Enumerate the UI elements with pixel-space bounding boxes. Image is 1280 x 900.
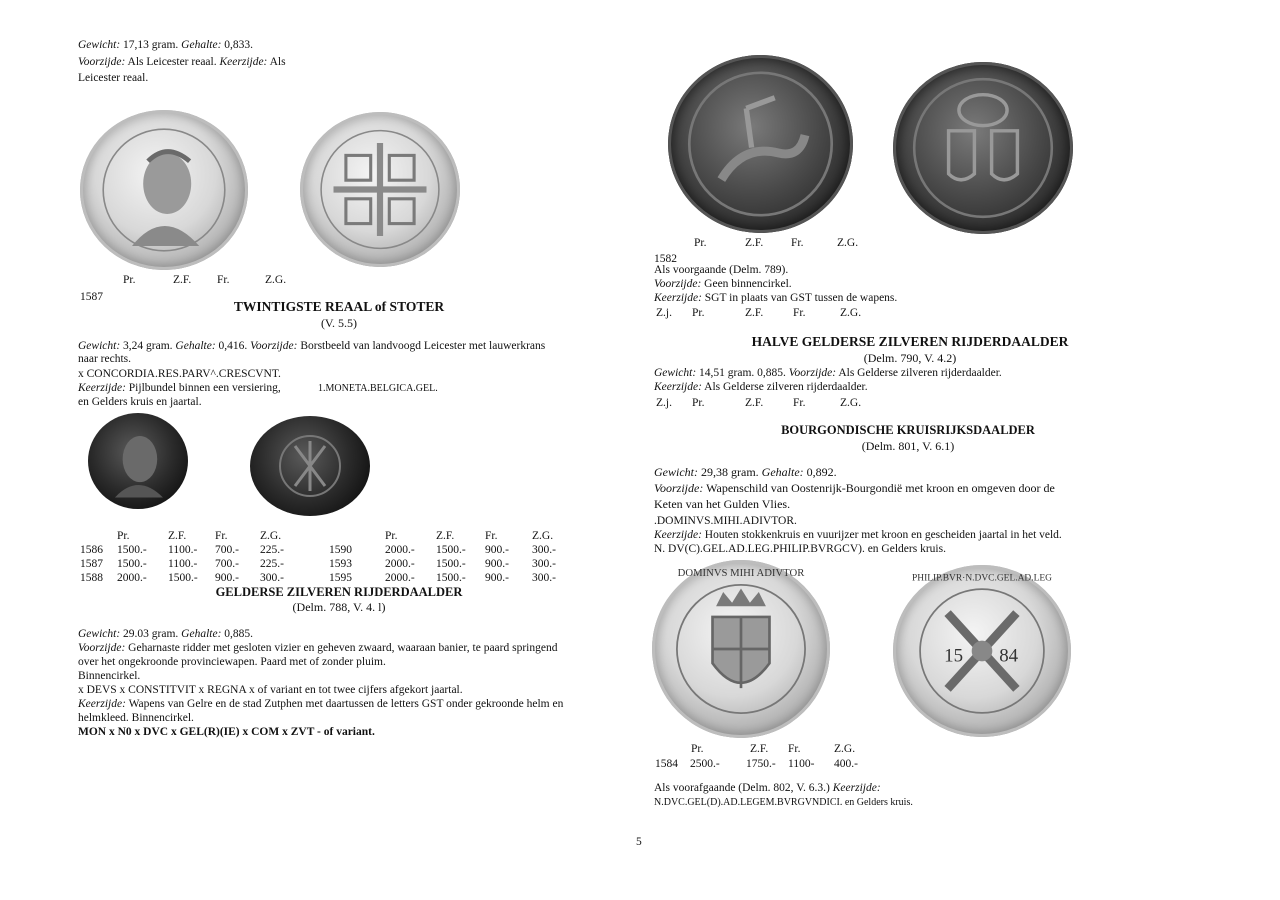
- section-ref-stoter: (V. 5.5): [320, 316, 358, 330]
- crowned-shield-icon: [652, 560, 830, 738]
- section-ref-rijderdaalder: (Delm. 788, V. 4. l): [292, 600, 386, 614]
- rijder-obverse-image: [668, 55, 853, 233]
- arrow-bundle-icon: [250, 416, 370, 516]
- price-table-cell: 1590: [329, 544, 352, 556]
- bourg-line-5: Keerzijde: Houten stokkenkruis en vuurijzer met kroon en gescheiden jaartal in het veld.: [654, 529, 1062, 541]
- price-table-cell: 1100.-: [168, 558, 198, 570]
- coin-legend-reverse: PHILIP.BVR·N.DVC.GEL.AD.LEG: [912, 573, 1052, 584]
- coin-legend-obverse: DOMINVS MIHI ADIVTOR: [677, 567, 805, 580]
- price-table-cell: 1587: [80, 558, 103, 570]
- bourg-line-3: Keten van het Gulden Vlies.: [654, 497, 791, 511]
- rijder-line-7: helmkleed. Binnencirkel.: [78, 712, 194, 724]
- price-table-cell: 900.-: [485, 558, 509, 570]
- right-line-2: Voorzijde: Geen binnencirkel.: [654, 278, 792, 290]
- section-title-bourgondische: BOURGONDISCHE KRUISRIJKSDAALDER: [781, 423, 1035, 437]
- knight-on-horse-icon: [668, 55, 853, 233]
- right-line-1: Als voorgaande (Delm. 789).: [654, 264, 789, 276]
- stoter-legend: x CONCORDIA.RES.PARV^.CRESCVNT.: [78, 368, 281, 380]
- rijder-line-5: x DEVS x CONSTITVIT x REGNA x of variant en tot twee cijfers afgekort jaartal.: [78, 684, 463, 696]
- price-table-cell: 1500.-: [436, 572, 466, 584]
- price-table-cell: 2000.-: [385, 558, 415, 570]
- price-table-cell: 1586: [80, 544, 103, 556]
- stoter-obverse-image: [88, 413, 188, 509]
- coat-of-arms-icon: [893, 62, 1073, 234]
- section-ref-bourgondische: (Delm. 801, V. 6.1): [861, 439, 955, 453]
- right-line-3: Keerzijde: SGT in plaats van GST tussen de wapens.: [654, 292, 898, 304]
- price-table-cell: 225.-: [260, 558, 284, 570]
- price-table-cell: 1595: [329, 572, 352, 584]
- bourg-line-2: Voorzijde: Wapenschild van Oostenrijk-Bourgondië met kroon en omgeven door de: [654, 481, 1055, 495]
- bourg-line-6: N. DV(C).GEL.AD.LEG.PHILIP.BVRGCV). en Gelders kruis.: [654, 543, 946, 555]
- price-table-cell: 300.-: [260, 572, 284, 584]
- price-table-cell: 2000.-: [117, 572, 147, 584]
- coin-date-left: 15: [944, 645, 964, 667]
- coin-reverse-image: [300, 112, 460, 267]
- price-table-cell: 225.-: [260, 544, 284, 556]
- price-table-cell: 300.-: [532, 558, 556, 570]
- shield-cross-icon: [300, 112, 460, 267]
- price-table-cell: 300.-: [532, 544, 556, 556]
- rijder-line-1: Gewicht: 29.03 gram. Gehalte: 0,885.: [78, 628, 254, 640]
- price-table-cell: 900.-: [485, 544, 509, 556]
- burgundy-cross-icon: [893, 565, 1071, 737]
- price-table-cell: 300.-: [532, 572, 556, 584]
- rijder-legend-bold: MON x N0 x DVC x GEL(R)(IE) x COM x ZVT - of variant.: [78, 726, 375, 738]
- price-table-cell: 700.-: [215, 544, 239, 556]
- section-title-rijderdaalder: GELDERSE ZILVEREN RIJDERDAALDER: [215, 585, 463, 599]
- price-table-cell: 1593: [329, 558, 352, 570]
- rijder-line-3: over het ongekroonde provinciewapen. Paard met of zonder pluim.: [78, 656, 386, 668]
- stoter-line-4: Keerzijde: Pijlbundel binnen een versiering,: [78, 382, 281, 394]
- price-table-cell: 900.-: [215, 572, 239, 584]
- stoter-line-1: Gewicht: 3,24 gram. Gehalte: 0,416. Voorzijde: Borstbeeld van landvoogd Leicester met lauwerkrans: [78, 340, 546, 352]
- intro-line-3: Leicester reaal.: [78, 72, 149, 84]
- section-ref-halve: (Delm. 790, V. 4.2): [863, 351, 957, 365]
- stoter-reverse-image: [250, 416, 370, 516]
- price-table-cell: 2000.-: [385, 544, 415, 556]
- price-table-cell: 1500.-: [168, 572, 198, 584]
- stoter-reverse-legend: 1.MONETA.BELGICA.GEL.: [318, 383, 438, 394]
- year-label-r: 1582: [654, 253, 677, 265]
- bourg-last-line-2: N.DVC.GEL(D).AD.LEGEM.BVRGVNDICI. en Gelders kruis.: [654, 797, 913, 808]
- coin-obverse-image: [80, 110, 248, 270]
- intro-line-2: Voorzijde: Als Leicester reaal. Keerzijde: Als: [78, 56, 286, 68]
- halve-line-1: Gewicht: 14,51 gram. 0,885. Voorzijde: Als Gelderse zilveren rijderdaalder.: [654, 367, 1002, 379]
- section-title-halve: HALVE GELDERSE ZILVEREN RIJDERDAALDER: [751, 334, 1069, 349]
- price-table-cell: 900.-: [485, 572, 509, 584]
- bourg-line-1: Gewicht: 29,38 gram. Gehalte: 0,892.: [654, 465, 837, 479]
- price-table-cell: 700.-: [215, 558, 239, 570]
- portrait-icon: [80, 110, 248, 270]
- price-table-cell: 1500.-: [117, 558, 147, 570]
- bourg-reverse-image: [893, 565, 1071, 737]
- rijder-line-6: Keerzijde: Wapens van Gelre en de stad Zutphen met daartussen de letters GST onder gekroonde helm en: [78, 698, 564, 710]
- price-table-cell: 1500.-: [117, 544, 147, 556]
- price-table-cell: 1500.-: [436, 558, 466, 570]
- year-label: 1587: [80, 291, 103, 303]
- intro-line-1: Gewicht: 17,13 gram. Gehalte: 0,833.: [78, 39, 254, 51]
- bourg-obverse-image: [652, 560, 830, 738]
- bourg-line-4: .DOMINVS.MIHI.ADIVTOR.: [654, 515, 797, 527]
- price-table-cell: 1100.-: [168, 544, 198, 556]
- coin-date-right: 84: [999, 645, 1019, 667]
- price-table-cell: 2000.-: [385, 572, 415, 584]
- bourg-last-line-1: Als voorafgaande (Delm. 802, V. 6.3.) Keerzijde:: [654, 782, 881, 794]
- rijder-line-2: Voorzijde: Geharnaste ridder met gesloten vizier en geheven zwaard, waaraan banier, te paard springend: [78, 642, 558, 654]
- stoter-line-5: en Gelders kruis en jaartal.: [78, 396, 202, 408]
- page-number: 5: [636, 836, 642, 848]
- halve-line-2: Keerzijde: Als Gelderse zilveren rijderdaalder.: [654, 381, 868, 393]
- price-table-cell: 1588: [80, 572, 103, 584]
- rijder-line-4: Binnencirkel.: [78, 670, 141, 682]
- section-title-stoter: TWINTIGSTE REAAL of STOTER: [233, 299, 445, 314]
- portrait-icon: [88, 413, 188, 509]
- stoter-line-2: naar rechts.: [78, 353, 131, 365]
- rijder-reverse-image: [893, 62, 1073, 234]
- price-table-cell: 1500.-: [436, 544, 466, 556]
